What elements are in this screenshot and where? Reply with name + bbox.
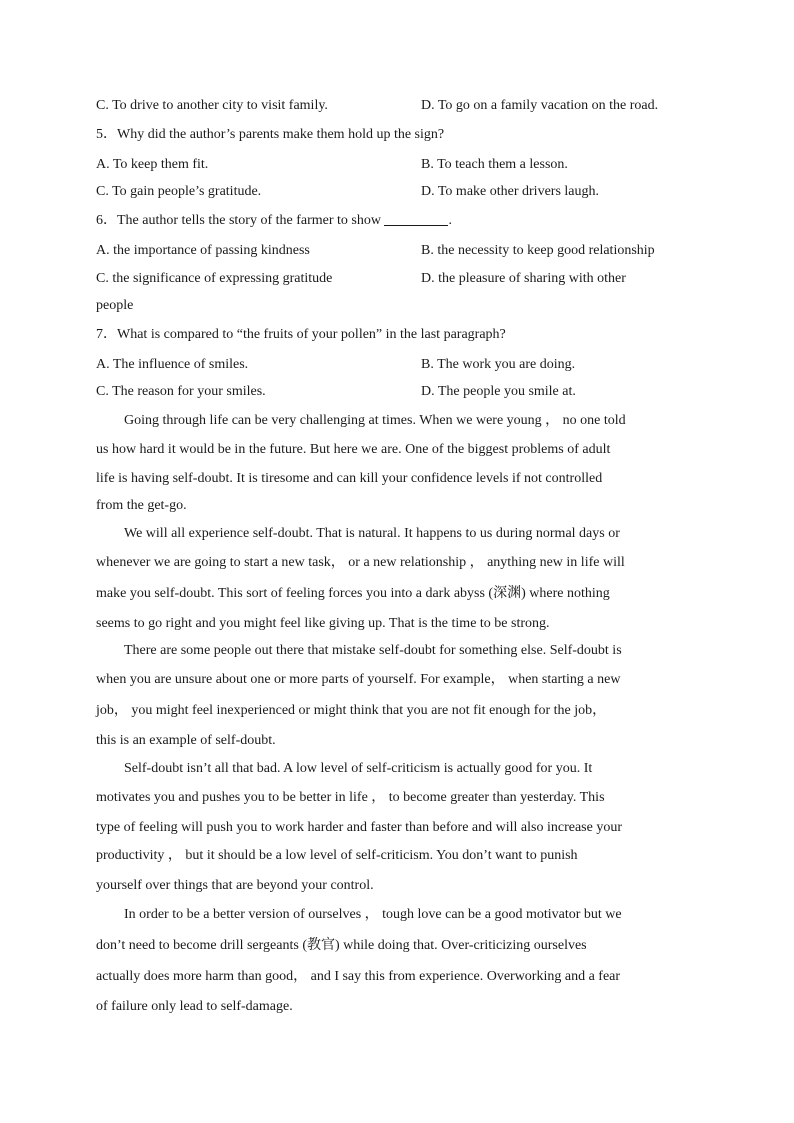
paragraph-line: don’t need to become drill sergeants (教官) while doing that. Over-criticizing ourselves — [96, 938, 587, 953]
paragraph-line: from the get-go. — [96, 498, 187, 513]
q4-option-c[interactable]: C. To drive to another city to visit family. — [96, 98, 328, 113]
paragraph-line: whenever we are going to start a new task， or a new relationship ， anything new in life will — [96, 555, 625, 570]
q4-option-d[interactable]: D. To go on a family vacation on the road. — [421, 98, 659, 113]
paragraph-line: motivates you and pushes you to be better in life ， to become greater than yesterday. This — [96, 790, 605, 805]
q5-option-c[interactable]: C. To gain people’s gratitude. — [96, 184, 262, 199]
q6-option-b[interactable]: B. the necessity to keep good relationship — [421, 243, 655, 258]
q5-option-a[interactable]: A. To keep them fit. — [96, 157, 209, 172]
q5-options-row-2 — [96, 181, 696, 203]
q6-stem — [96, 210, 696, 232]
q7-option-c[interactable]: C. The reason for your smiles. — [96, 384, 266, 399]
q7-options-row-1 — [96, 354, 696, 376]
q6-options-row-2 — [96, 268, 696, 290]
answer-blank — [384, 211, 448, 226]
paragraph-line: yourself over things that are beyond your control. — [96, 878, 374, 893]
q5-options-row-1 — [96, 154, 696, 176]
paragraph-line: us how hard it would be in the future. But here we are. One of the biggest problems of adult — [96, 442, 611, 457]
q6-stem-end: . — [448, 213, 452, 228]
paragraph-line: seems to go right and you might feel like giving up. That is the time to be strong. — [96, 616, 550, 631]
paragraph-line: We will all experience self-doubt. That is natural. It happens to us during normal days or — [124, 526, 620, 541]
q7-stem: 7．What is compared to “the fruits of your pollen” in the last paragraph? — [96, 327, 506, 342]
q5-stem: 5．Why did the author’s parents make them hold up the sign? — [96, 127, 445, 142]
paragraph-line: There are some people out there that mistake self-doubt for something else. Self-doubt is — [124, 643, 622, 658]
paragraph-line: productivity ， but it should be a low level of self-criticism. You don’t want to punish — [96, 848, 578, 863]
paragraph-line: this is an example of self-doubt. — [96, 733, 276, 748]
paragraph-line: job， you might feel inexperienced or might think that you are not fit enough for the job， — [96, 703, 607, 718]
paragraph-line: Self-doubt isn’t all that bad. A low level of self-criticism is actually good for you. It — [124, 761, 593, 776]
q6-options-row-1 — [96, 240, 696, 262]
q6-option-d[interactable]: D. the pleasure of sharing with other — [421, 271, 626, 286]
paragraph-line: make you self-doubt. This sort of feeling forces you into a dark abyss (深渊) where nothing — [96, 586, 610, 601]
paragraph-line: type of feeling will push you to work harder and faster than before and will also increase your — [96, 820, 622, 835]
q4-options-row-2 — [96, 95, 696, 117]
q5-option-b[interactable]: B. To teach them a lesson. — [421, 157, 568, 172]
q6-option-d-continuation: people — [96, 298, 134, 313]
paragraph-line: when you are unsure about one or more parts of yourself. For example， when starting a new — [96, 672, 621, 687]
q7-option-d[interactable]: D. The people you smile at. — [421, 384, 576, 399]
paragraph-line: life is having self-doubt. It is tiresome and can kill your confidence levels if not controlled — [96, 471, 603, 486]
paragraph-line: Going through life can be very challenging at times. When we were young ， no one told — [124, 413, 626, 428]
q6-option-a[interactable]: A. the importance of passing kindness — [96, 243, 310, 258]
q5-option-d[interactable]: D. To make other drivers laugh. — [421, 184, 599, 199]
q6-stem-text: 6．The author tells the story of the farmer to show — [96, 213, 381, 228]
paragraph-line: In order to be a better version of ourselves ， tough love can be a good motivator but we — [124, 907, 622, 922]
q7-option-b[interactable]: B. The work you are doing. — [421, 357, 576, 372]
paragraph-line: actually does more harm than good， and I say this from experience. Overworking and a fear — [96, 969, 621, 984]
q7-option-a[interactable]: A. The influence of smiles. — [96, 357, 249, 372]
paragraph-line: of failure only lead to self-damage. — [96, 999, 293, 1014]
q6-option-c[interactable]: C. the significance of expressing gratitude — [96, 271, 333, 286]
q7-options-row-2 — [96, 381, 696, 403]
